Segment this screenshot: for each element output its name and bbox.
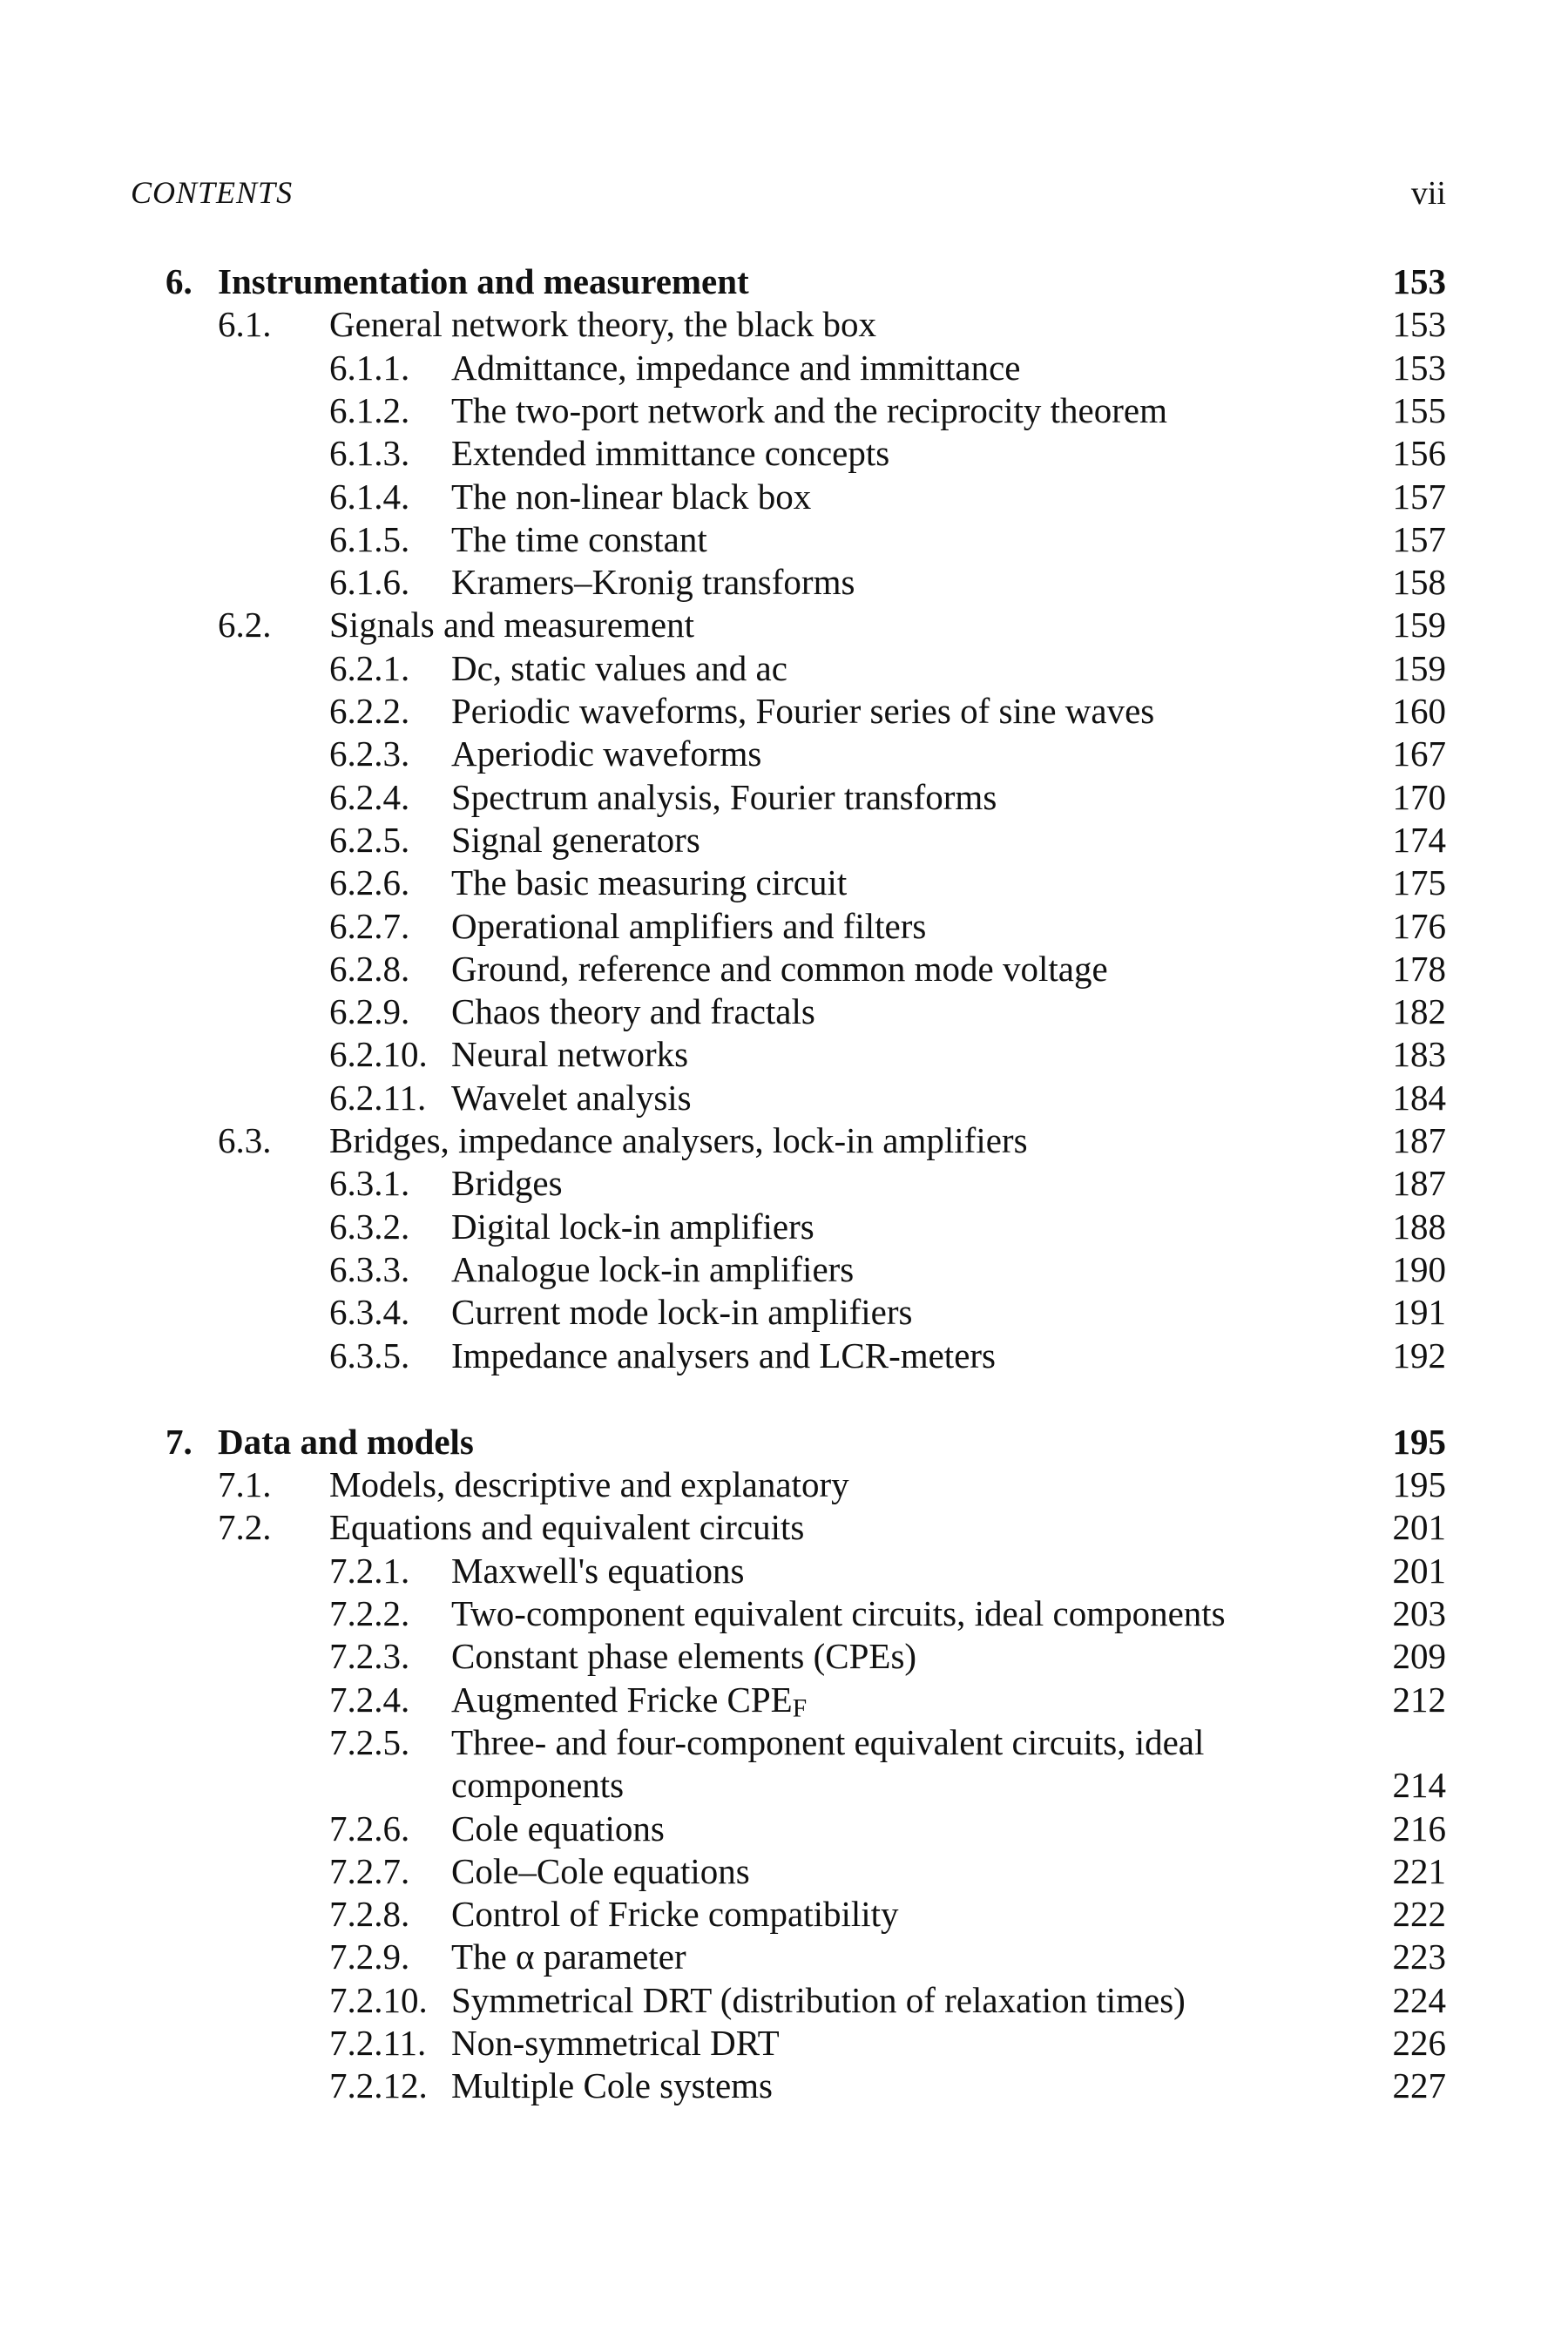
- toc-subsection-entry: [0, 1032, 1568, 1076]
- toc-entry-page: 178: [1392, 948, 1446, 989]
- toc-entry-title-text: The α parameter: [451, 1936, 686, 1977]
- toc-entry-number: 6.3.4.: [329, 1292, 410, 1333]
- toc-entry-title-text: Impedance analysers and LCR-meters: [451, 1335, 997, 1375]
- toc-entry-title: [218, 260, 749, 303]
- toc-entry-number: 6.3.: [218, 1120, 272, 1160]
- toc-entry-number: 7.2.12.: [329, 2065, 428, 2106]
- toc-entry-number: 7.2.11.: [329, 2023, 427, 2063]
- toc-entry-page: 167: [1392, 733, 1446, 774]
- toc-entry-page: 159: [1392, 647, 1446, 688]
- toc-entry-page: 212: [1392, 1679, 1446, 1720]
- toc-subsection-entry: [0, 1720, 1568, 1764]
- toc-entry-page: 183: [1392, 1034, 1446, 1075]
- toc-entry-page: 223: [1392, 1936, 1446, 1977]
- toc-entry-page: 155: [1392, 389, 1446, 430]
- toc-entry-number: 6.1.1.: [329, 347, 410, 388]
- toc-entry-number: 7.1.: [218, 1464, 272, 1505]
- toc-entry-title-text: Instrumentation and measurement: [218, 261, 749, 301]
- toc-entry-title-text: Augmented Fricke CPE: [451, 1679, 793, 1720]
- toc-entry-title: [451, 346, 1020, 389]
- toc-section-entry: [0, 1463, 1568, 1506]
- toc-section-entry: [0, 302, 1568, 346]
- toc-entry-title-text: Analogue lock-in amplifiers: [451, 1248, 855, 1289]
- toc-entry-number: 6.2.: [218, 605, 272, 645]
- toc-entry-title: [451, 1634, 916, 1678]
- toc-entry-page: 157: [1392, 518, 1446, 559]
- toc-subsection-entry: [0, 389, 1568, 432]
- toc-entry-title: [329, 1119, 1028, 1162]
- toc-subsection-entry: [0, 1247, 1568, 1291]
- toc-entry-title-text: Signal generators: [451, 819, 700, 860]
- toc-entry-page: 214: [1392, 1765, 1446, 1806]
- toc-entry-title-text: The non-linear black box: [451, 476, 812, 517]
- toc-entry-title-text: Kramers–Kronig transforms: [451, 562, 855, 603]
- toc-entry-page: 222: [1392, 1894, 1446, 1935]
- toc-entry-page: 227: [1392, 2065, 1446, 2106]
- toc-entry-title: [451, 1161, 563, 1205]
- page-number: vii: [1410, 175, 1446, 212]
- toc-entry-number: 7.2.7.: [329, 1850, 410, 1891]
- toc-entry-title-text: Admittance, impedance and immittance: [451, 347, 1021, 388]
- toc-entry-number: 7.2.4.: [329, 1679, 410, 1720]
- toc-entry-page: 184: [1392, 1077, 1446, 1118]
- toc-entry-title-text: Multiple Cole systems: [451, 2065, 773, 2106]
- toc-entry-page: 221: [1392, 1850, 1446, 1891]
- toc-entry-title-text: Ground, reference and common mode voltage: [451, 948, 1108, 989]
- toc-subsection-entry: [0, 2021, 1568, 2065]
- toc-entry-number: 6.3.3.: [329, 1248, 410, 1289]
- toc-entry-title: [451, 775, 997, 819]
- toc-entry-page: 174: [1392, 819, 1446, 860]
- toc-subsection-entry: [0, 818, 1568, 862]
- toc-entry-title-text: Cole–Cole equations: [451, 1850, 750, 1891]
- toc-entry-title: [451, 1032, 688, 1076]
- toc-entry-number: 6.1.: [218, 304, 272, 345]
- toc-entry-title-text: Operational amplifiers and filters: [451, 905, 927, 946]
- toc-entry-title-text: Dc, static values and ac: [451, 647, 787, 688]
- toc-subsection-entry: [0, 475, 1568, 518]
- toc-entry-title-text: Signals and measurement: [329, 605, 695, 645]
- toc-entry-number: 6.1.5.: [329, 518, 410, 559]
- toc-entry-title: [451, 431, 889, 475]
- toc-entry-title-text: Non-symmetrical DRT: [451, 2023, 780, 2063]
- toc-entry-title-text: Equations and equivalent circuits: [329, 1507, 805, 1548]
- toc-subsection-entry: [0, 1849, 1568, 1893]
- toc-entry-number: 6.2.2.: [329, 691, 410, 731]
- toc-subsection-entry: [0, 732, 1568, 775]
- toc-entry-page: 153: [1392, 347, 1446, 388]
- toc-entry-title-text: Neural networks: [451, 1034, 689, 1075]
- toc-entry-title-text: Constant phase elements (CPEs): [451, 1636, 917, 1677]
- toc-entry-number: 6.2.3.: [329, 733, 410, 774]
- toc-entry-number: 6.1.2.: [329, 389, 410, 430]
- toc-entry-page: 157: [1392, 476, 1446, 517]
- toc-entry-title: [451, 1334, 996, 1377]
- toc-entry-title-text: The time constant: [451, 518, 707, 559]
- toc-subsection-entry: [0, 1334, 1568, 1377]
- toc-entry-title: [451, 1978, 1186, 2022]
- toc-subsection-entry: [0, 646, 1568, 690]
- toc-subsection-entry: [0, 2064, 1568, 2107]
- toc-entry-title: [451, 818, 700, 862]
- toc-entry-title: [451, 560, 855, 604]
- toc-entry-number: 7.2.10.: [329, 1979, 428, 2020]
- toc-entry-page: 175: [1392, 862, 1446, 903]
- toc-entry-number: 6.: [166, 261, 193, 301]
- toc-entry-title: [451, 861, 847, 904]
- toc-subsection-entry: [0, 689, 1568, 733]
- toc-entry-number: 6.2.4.: [329, 776, 410, 817]
- toc-entry-page: 192: [1392, 1335, 1446, 1375]
- toc-entry-number: 7.2.2.: [329, 1593, 410, 1633]
- toc-entry-number: 6.1.4.: [329, 476, 410, 517]
- toc-entry-title: [451, 1807, 665, 1850]
- toc-entry-number: 6.2.5.: [329, 819, 410, 860]
- toc-entry-page: 195: [1392, 1464, 1446, 1505]
- toc-entry-page: 158: [1392, 562, 1446, 603]
- toc-subsection-entry: [0, 861, 1568, 904]
- toc-entry-title-text: Control of Fricke compatibility: [451, 1894, 899, 1935]
- toc-entry-number: 6.2.9.: [329, 991, 410, 1032]
- toc-entry-page: 209: [1392, 1636, 1446, 1677]
- toc-entry-title-text: Three- and four-component equivalent circuits, ideal: [451, 1721, 1205, 1762]
- toc-entry-title-text: Wavelet analysis: [451, 1077, 692, 1118]
- toc-entry-title: [451, 1290, 912, 1334]
- toc-subsection-entry: [0, 1592, 1568, 1635]
- toc-entry-title: [451, 475, 811, 518]
- toc-entry-title-text: Current mode lock-in amplifiers: [451, 1292, 913, 1333]
- toc-entry-title-text: Digital lock-in amplifiers: [451, 1206, 814, 1247]
- toc-entry-title: [451, 389, 1167, 432]
- toc-entry-number: 7.2.8.: [329, 1894, 410, 1935]
- toc-entry-page: 191: [1392, 1292, 1446, 1333]
- toc-subsection-entry: [0, 1678, 1568, 1721]
- toc-entry-page: 188: [1392, 1206, 1446, 1247]
- toc-entry-number: 6.3.2.: [329, 1206, 410, 1247]
- toc-subsection-entry: [0, 1076, 1568, 1119]
- toc-entry-title: [329, 302, 876, 346]
- toc-section-entry: [0, 1119, 1568, 1162]
- toc-subsection-entry: [0, 1807, 1568, 1850]
- toc-entry-title: [451, 1892, 899, 1936]
- toc-entry-title: [218, 1420, 474, 1463]
- toc-subsection-entry: [0, 560, 1568, 604]
- toc-entry-title: [451, 1849, 750, 1893]
- toc-entry-number: 7.2.5.: [329, 1721, 410, 1762]
- toc-subsection-entry: [0, 904, 1568, 948]
- toc-entry-page: 201: [1392, 1507, 1446, 1548]
- toc-entry-number: 7.2.: [218, 1507, 272, 1548]
- toc-entry-page: 187: [1392, 1163, 1446, 1204]
- toc-entry-number: 6.2.1.: [329, 647, 410, 688]
- toc-entry-number: 6.3.5.: [329, 1335, 410, 1375]
- toc-entry-title: [451, 1935, 686, 1978]
- toc-entry-number: 7.2.9.: [329, 1936, 410, 1977]
- toc-entry-title: [451, 732, 761, 775]
- toc-entry-title-text: General network theory, the black box: [329, 304, 877, 345]
- toc-entry-page: 195: [1392, 1421, 1446, 1462]
- toc-entry-title-text: components: [451, 1765, 625, 1806]
- toc-entry-number: 6.2.8.: [329, 948, 410, 989]
- toc-entry-title-text: Symmetrical DRT (distribution of relaxation times): [451, 1979, 1186, 2020]
- toc-entry-title-text: Maxwell's equations: [451, 1550, 745, 1591]
- toc-entry-page: 156: [1392, 433, 1446, 474]
- toc-entry-page: 160: [1392, 691, 1446, 731]
- toc-subsection-entry: [0, 346, 1568, 389]
- toc-entry-title-text: Bridges: [451, 1163, 563, 1204]
- toc-entry-title: [451, 517, 707, 561]
- toc-entry-title-text: Cole equations: [451, 1808, 665, 1848]
- toc-entry-title: [451, 1205, 814, 1248]
- toc-entry-title-text: Extended immittance concepts: [451, 433, 890, 474]
- toc-entry-page: 203: [1392, 1593, 1446, 1633]
- toc-entry-title: [451, 1720, 1204, 1764]
- toc-entry-page: 190: [1392, 1248, 1446, 1289]
- toc-entry-title: [329, 603, 694, 646]
- toc-subsection-entry: [0, 1205, 1568, 1248]
- toc-subsection-entry: [0, 517, 1568, 561]
- toc-entry-title: [329, 1463, 849, 1506]
- toc-entry-title: [451, 1076, 692, 1119]
- toc-entry-title-subscript: F: [792, 1693, 808, 1722]
- toc-entry-number: 6.1.3.: [329, 433, 410, 474]
- toc-entry-title-text: Periodic waveforms, Fourier series of sine waves: [451, 691, 1155, 731]
- toc-chapter-entry: [0, 260, 1568, 303]
- toc-entry-number: 7.2.1.: [329, 1550, 410, 1591]
- toc-entry-number: 7.: [166, 1421, 193, 1462]
- toc-entry-page: 153: [1392, 304, 1446, 345]
- running-head: CONTENTS: [131, 175, 294, 210]
- toc-entry-title-text: Spectrum analysis, Fourier transforms: [451, 776, 997, 817]
- toc-subsection-entry: [0, 1161, 1568, 1205]
- toc-entry-number: 6.3.1.: [329, 1163, 410, 1204]
- toc-subsection-entry: [0, 775, 1568, 819]
- toc-entry-number: 6.2.6.: [329, 862, 410, 903]
- toc-entry-page: 224: [1392, 1979, 1446, 2020]
- toc-entry-page: 216: [1392, 1808, 1446, 1848]
- toc-entry-title-text: The basic measuring circuit: [451, 862, 848, 903]
- toc-subsection-entry: [0, 1978, 1568, 2022]
- toc-subsection-entry: [0, 947, 1568, 990]
- toc-entry-title: [451, 904, 926, 948]
- toc-entry-number: 6.2.7.: [329, 905, 410, 946]
- toc-entry-page: 159: [1392, 605, 1446, 645]
- toc-entry-page: 176: [1392, 905, 1446, 946]
- toc-entry-title-text: Two-component equivalent circuits, ideal components: [451, 1593, 1226, 1633]
- toc-entry-page: 182: [1392, 991, 1446, 1032]
- toc-entry-title-text: Bridges, impedance analysers, lock-in amplifiers: [329, 1120, 1028, 1160]
- toc-subsection-entry: [0, 990, 1568, 1033]
- toc-entry-page: 187: [1392, 1120, 1446, 1160]
- toc-entry-title-text: The two-port network and the reciprocity theorem: [451, 389, 1167, 430]
- toc-entry-title: [451, 2021, 780, 2065]
- toc-section-entry: [0, 1505, 1568, 1549]
- toc-section-entry: [0, 603, 1568, 646]
- toc-chapter-entry: [0, 1420, 1568, 1463]
- toc-entry-page: 153: [1392, 261, 1446, 301]
- toc-subsection-entry: [0, 1549, 1568, 1592]
- toc-subsection-entry: [0, 431, 1568, 475]
- toc-entry-number: 7.2.3.: [329, 1636, 410, 1677]
- toc-entry-title: [329, 1505, 804, 1549]
- toc-subsection-entry: [0, 1935, 1568, 1978]
- toc-entry-page: 226: [1392, 2023, 1446, 2063]
- toc-entry-page: 170: [1392, 776, 1446, 817]
- toc-entry-title-text: Chaos theory and fractals: [451, 991, 815, 1032]
- toc-entry-title-text: Models, descriptive and explanatory: [329, 1464, 849, 1505]
- toc-subsection-entry: [0, 1763, 1568, 1807]
- toc-subsection-entry: [0, 1892, 1568, 1936]
- toc-entry-title: [451, 689, 1154, 733]
- toc-entry-title: [451, 947, 1108, 990]
- toc-entry-number: 7.2.6.: [329, 1808, 410, 1848]
- toc-entry-number: 6.2.10.: [329, 1034, 428, 1075]
- toc-entry-title: [451, 2064, 773, 2107]
- toc-entry-title: [451, 1247, 854, 1291]
- toc-entry-title: [451, 646, 787, 690]
- toc-entry-title-text: Data and models: [218, 1421, 474, 1462]
- toc-subsection-entry: [0, 1290, 1568, 1334]
- toc-subsection-entry: [0, 1634, 1568, 1678]
- toc-entry-title: [451, 1763, 624, 1807]
- toc-entry-title-text: Aperiodic waveforms: [451, 733, 762, 774]
- toc-entry-title: [451, 1592, 1226, 1635]
- toc-entry-title: [451, 1549, 744, 1592]
- toc-entry-title: [451, 990, 815, 1033]
- toc-entry-page: 201: [1392, 1550, 1446, 1591]
- toc-entry-number: 6.2.11.: [329, 1077, 427, 1118]
- toc-entry-number: 6.1.6.: [329, 562, 410, 603]
